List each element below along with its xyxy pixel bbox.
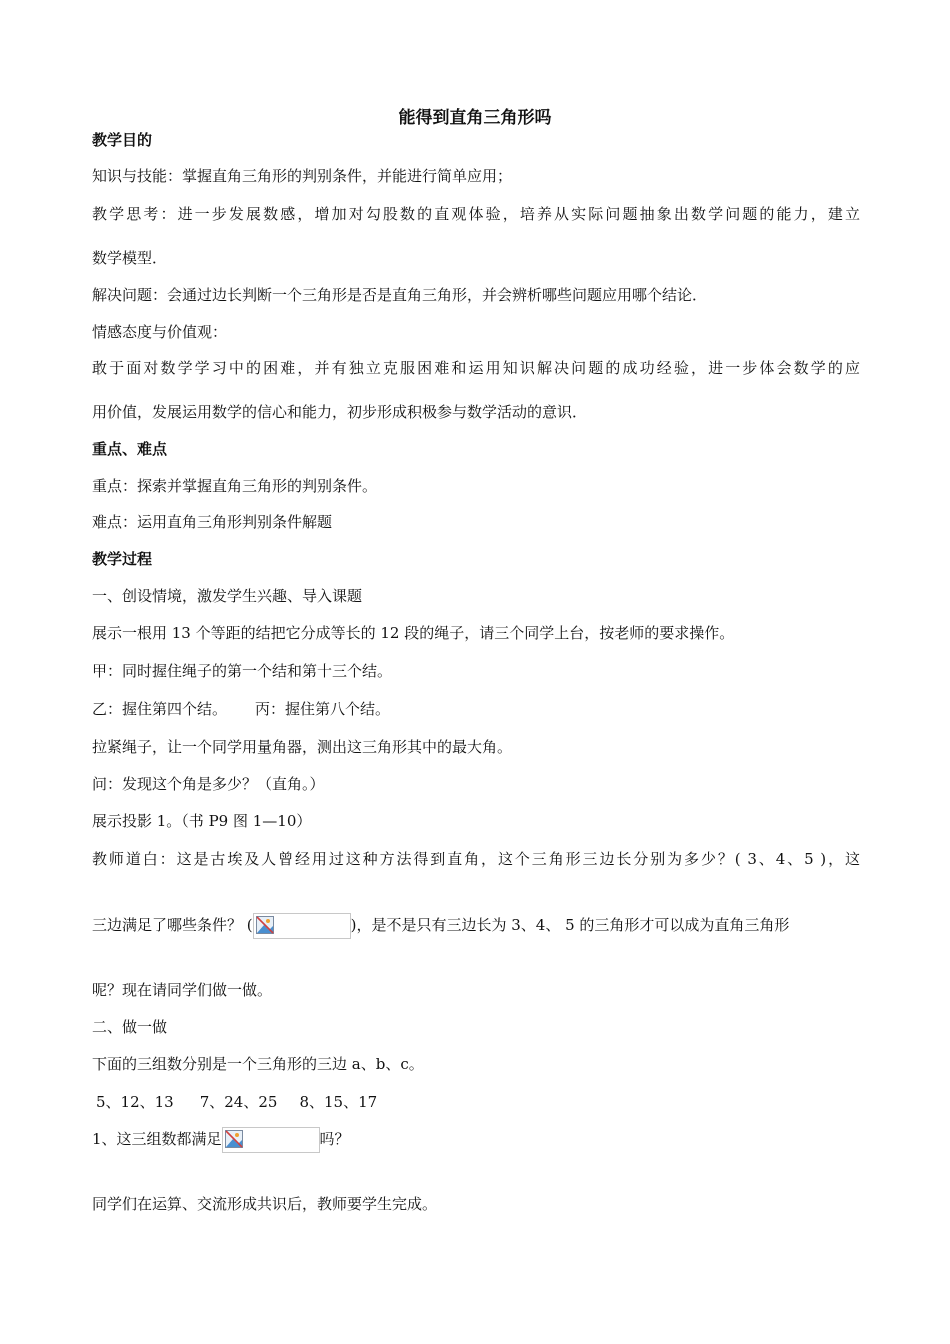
complete-note: 同学们在运算、交流形成共识后，教师要学生完成。 bbox=[92, 1195, 438, 1213]
part2-title: 二、做一做 bbox=[92, 1018, 168, 1036]
groups-intro: 下面的三组数分别是一个三角形的三边 a、b、c。 bbox=[92, 1055, 424, 1073]
heading-objectives: 教学目的 bbox=[92, 131, 153, 149]
question-1 bbox=[92, 1126, 350, 1153]
document-title: 能得到直角三角形吗 bbox=[398, 108, 552, 128]
broken-image-icon bbox=[256, 916, 274, 934]
question-1-end: 吗？ bbox=[319, 1130, 350, 1148]
teacher-line1: 教师道白：这是古埃及人曾经用过这种方法得到直角，这个三角形三边长分别为多少？( 3、4、5 )，这 bbox=[92, 850, 860, 868]
group-3: 8、15、17 bbox=[299, 1093, 378, 1111]
rope-description: 展示一根用 13 个等距的结把它分成等长的 12 段的绳子，请三个同学上台，按老师的要求操作。 bbox=[92, 624, 735, 642]
attitude-line1: 敢于面对数学学习中的困难，并有独立克服困难和运用知识解决问题的成功经验，进一步体会数学的应 bbox=[92, 359, 860, 377]
objective-problem-solving: 解决问题：会通过边长判断一个三角形是否是直角三角形，并会辨析哪些问题应用哪个结论． bbox=[92, 286, 708, 304]
step-jia: 甲：同时握住绳子的第一个结和第十三个结。 bbox=[92, 662, 393, 680]
teacher-line2 bbox=[92, 912, 789, 939]
formula-image-placeholder-2 bbox=[222, 1127, 320, 1153]
heading-process: 教学过程 bbox=[92, 550, 153, 568]
difficulty-point: 难点：运用直角三角形判别条件解题 bbox=[92, 513, 333, 531]
number-groups bbox=[96, 1092, 377, 1112]
objective-knowledge: 知识与技能：掌握直角三角形的判别条件，并能进行简单应用； bbox=[92, 167, 513, 185]
formula-image-placeholder bbox=[253, 913, 351, 939]
projection-note: 展示投影 1。（书 P9 图 1—10） bbox=[92, 812, 312, 830]
teacher-line3: 呢？现在请同学们做一做。 bbox=[92, 981, 273, 999]
group-1: 5、12、13 bbox=[96, 1093, 174, 1111]
group-2: 7、24、25 bbox=[199, 1093, 278, 1111]
pull-rope: 拉紧绳子，让一个同学用量角器，测出这三角形其中的最大角。 bbox=[92, 738, 513, 756]
objective-thinking-line1: 教学思考：进一步发展数感，增加对勾股数的直观体验，培养从实际问题抽象出数学问题的能力，建立 bbox=[92, 205, 860, 223]
attitude-line2: 用价值，发展运用数学的信心和能力，初步形成积极参与数学活动的意识． bbox=[92, 403, 588, 421]
objective-thinking-line2: 数学模型． bbox=[92, 249, 168, 267]
broken-image-icon bbox=[225, 1130, 243, 1148]
key-point: 重点：探索并掌握直角三角形的判别条件。 bbox=[92, 477, 378, 495]
step-yi: 乙：握住第四个结。 bbox=[92, 700, 228, 718]
teacher-line2-start: 三边满足了哪些条件？ ( bbox=[92, 916, 253, 934]
question-angle: 问：发现这个角是多少？（直角。） bbox=[92, 775, 325, 793]
part1-title: 一、创设情境，激发学生兴趣、导入课题 bbox=[92, 587, 363, 605]
step-bing: 丙：握住第八个结。 bbox=[255, 700, 391, 718]
question-1-start: 1、这三组数都满足 bbox=[92, 1130, 222, 1148]
attitude-heading: 情感态度与价值观： bbox=[92, 323, 228, 341]
step-yi-bing bbox=[92, 699, 390, 719]
teacher-line2-end: )，是不是只有三边长为 3、4、 5 的三角形才可以成为直角三角形 bbox=[350, 916, 790, 934]
heading-key-points: 重点、难点 bbox=[92, 440, 168, 458]
